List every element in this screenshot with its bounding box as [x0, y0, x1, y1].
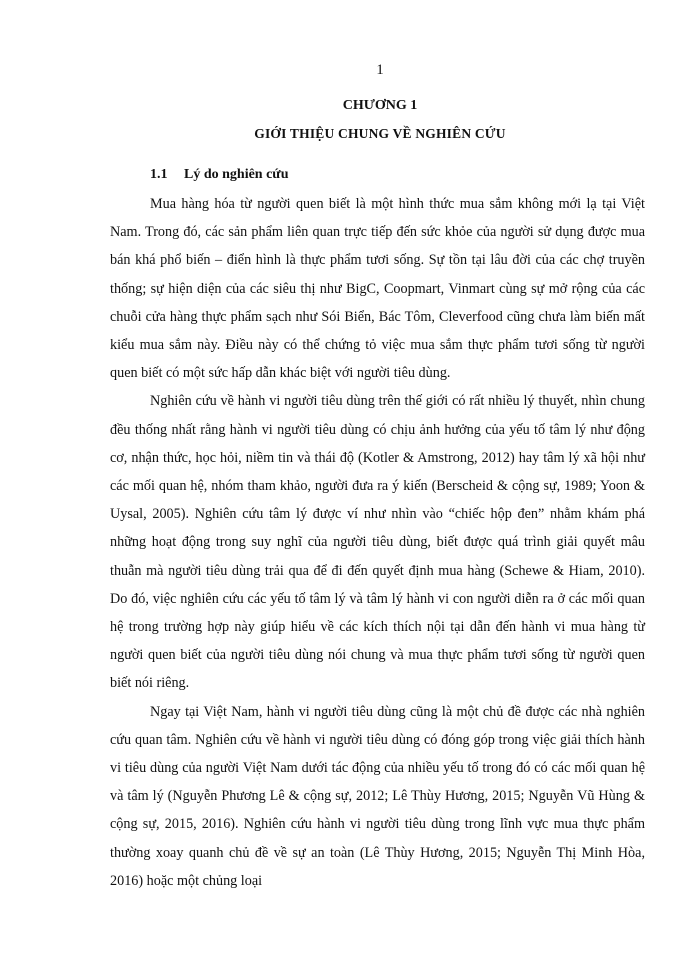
section-title: Lý do nghiên cứu	[184, 167, 289, 182]
paragraph: Mua hàng hóa từ người quen biết là một hình thức mua sắm không mới lạ tại Việt Nam. Trong đó, các sản phẩm liên quan trực tiếp đến sức khỏe của người sử dụng được mua bán khá phổ biến – điển hình là thực phẩm tươi sống. Sự tồn tại lâu đời của các chợ truyền thống; sự hiện diện của các siêu thị như BigC, Coopmart, Vinmart cùng sự mở rộng của các chuỗi cửa hàng thực phẩm sạch như Sói Biển, Bác Tôm, Cleverfood cũng chưa làm biến mất kiểu mua sắm này. Điều này có thể chứng tỏ việc mua sắm thực phẩm tươi sống từ người quen biết có một sức hấp dẫn khác biệt với người tiêu dùng.	[110, 196, 645, 382]
paragraph: Ngay tại Việt Nam, hành vi người tiêu dùng cũng là một chủ đề được các nhà nghiên cứu quan tâm. Nghiên cứu về hành vi người tiêu dùng có đóng góp trong việc giải thích hành vi tiêu dùng của người Việt Nam dưới tác động của nhiều yếu tố trong đó có các mối quan hệ và tâm lý (Nguyễn Phương Lê & cộng sự, 2012; Lê Thùy Hương, 2015; Nguyễn Vũ Hùng & cộng sự, 2015, 2016). Nghiên cứu hành vi người tiêu dùng trong lĩnh vực mua thực phẩm thường xoay quanh chủ đề về sự an toàn (Lê Thùy Hương, 2015; Nguyễn Thị Minh Hòa, 2016) hoặc một chủng loại	[110, 703, 645, 889]
paragraph: Nghiên cứu về hành vi người tiêu dùng trên thế giới có rất nhiều lý thuyết, nhìn chung đều thống nhất rằng hành vi người tiêu dùng có chịu ảnh hưởng của yếu tố tâm lý như động cơ, nhận thức, học hỏi, niềm tin và thái độ (Kotler & Amstrong, 2012) hay tâm lý xã hội như các mối quan hệ, nhóm tham khảo, người đưa ra ý kiến (Berscheid & cộng sự, 1989; Yoon & Uysal, 2005). Nghiên cứu tâm lý được ví như nhìn vào “chiếc hộp đen” nhằm khám phá những hoạt động trong suy nghĩ của người tiêu dùng, biết được quá trình giải quyết mâu thuẫn mà người tiêu dùng trải qua để đi đến quyết định mua hàng (Schewe & Hiam, 2010). Do đó, việc nghiên cứu các yếu tố tâm lý và tâm lý hành vi con người diễn ra ở các mối quan hệ trong trường hợp này giúp hiểu về các kích thích nội tại dẫn đến hành vi mua hàng từ người quen biết của người tiêu dùng nói chung và mua thực phẩm tươi sống từ người quen biết nói riêng.	[110, 393, 645, 692]
chapter-label: CHƯƠNG 1	[342, 98, 418, 113]
section-number: 1.1	[150, 167, 168, 182]
section-heading	[150, 167, 289, 183]
page-number: 1	[376, 62, 384, 78]
body-text	[110, 190, 645, 895]
chapter-title: GIỚI THIỆU CHUNG VỀ NGHIÊN CỨU	[254, 126, 506, 141]
